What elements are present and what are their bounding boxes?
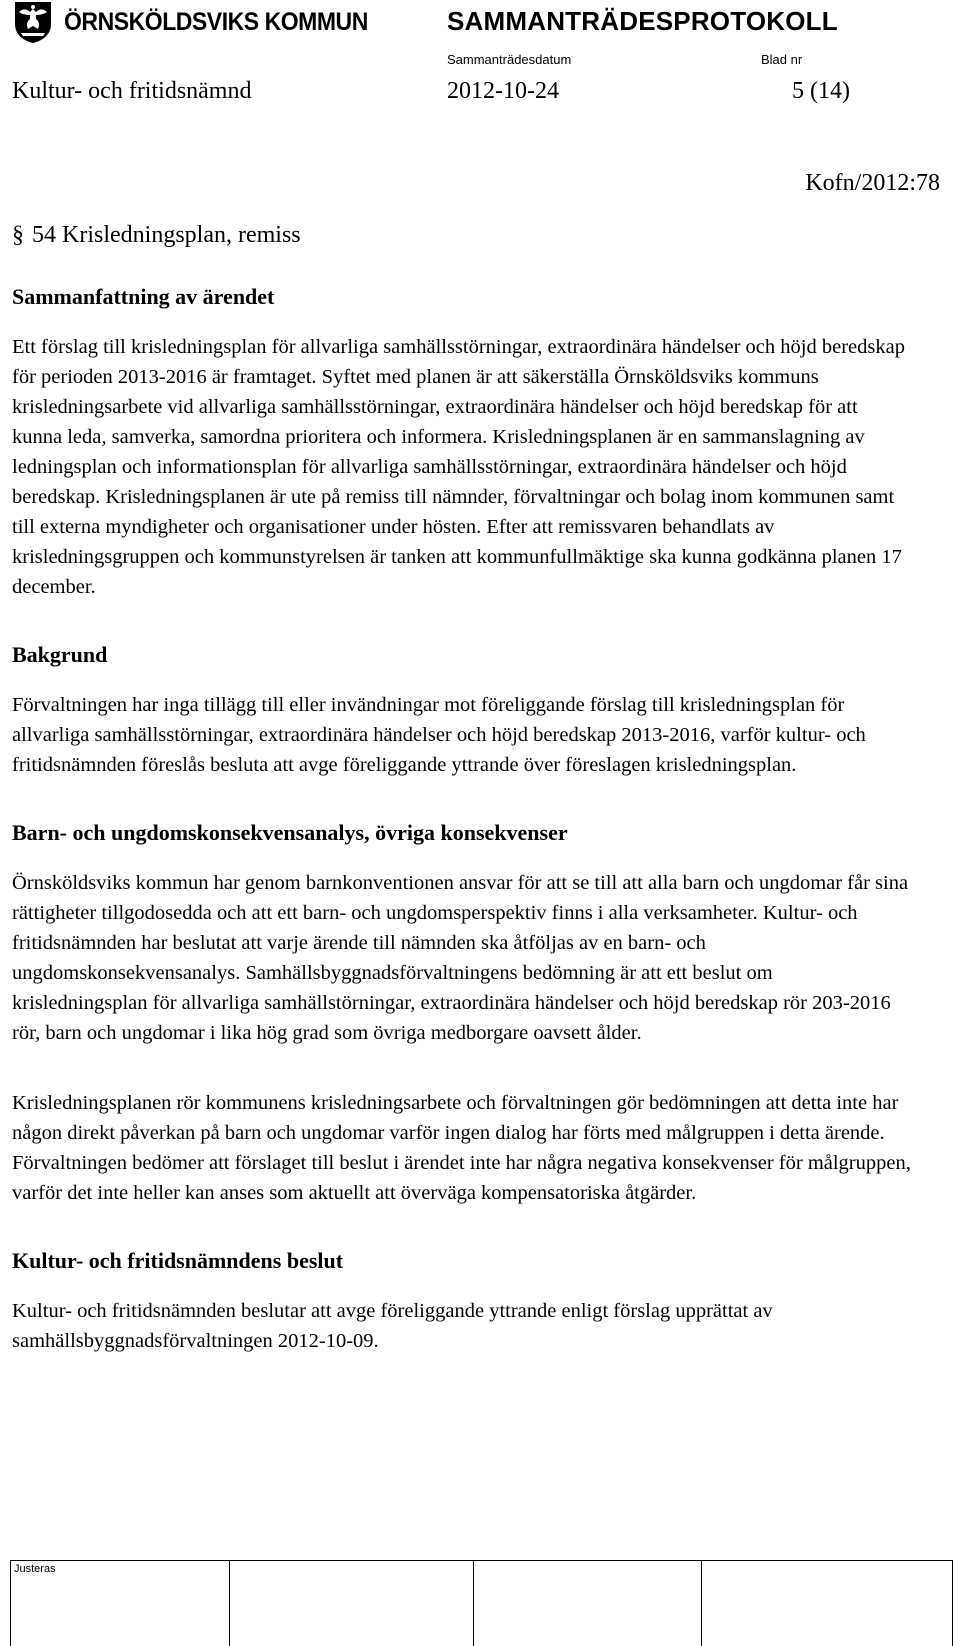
page-number: 5 (14) bbox=[792, 78, 850, 104]
page-label: Blad nr bbox=[761, 52, 803, 67]
paragraph-symbol: § bbox=[12, 222, 24, 248]
committee-name: Kultur- och fritidsnämnd bbox=[12, 78, 252, 104]
document-type: SAMMANTRÄDESPROTOKOLL bbox=[447, 6, 838, 36]
case-number: Kofn/2012:78 bbox=[805, 170, 940, 196]
section-summary bbox=[12, 284, 912, 602]
paragraph-title bbox=[12, 222, 912, 249]
justeras-label: Justeras bbox=[14, 1563, 56, 1575]
section-decision bbox=[12, 1248, 912, 1356]
municipality-logo bbox=[12, 0, 394, 44]
section-paragraph: Örnsköldsviks kommun har genom barnkonventionen ansvar för att se till att alla barn och ungdomar får sina rättigheter tillgodosedda och att ett barn- och ungdomsperspektiv finns i alla verksamheter. Kultur- och fritidsnämnden har beslutat att varje ärende till nämnden ska åtföljas av en barn- och ungdomskonsekvensanalys. Samhällsbyggnadsförvaltningens bedömning är att ett beslut om krisledningsplan för allvarliga samhällstörningar, extraordinära händelser och höjd beredskap rör 203-2016 rör, barn och ungdomar i lika hög grad som övriga medborgare oavsett ålder. bbox=[12, 872, 909, 1044]
section-paragraph: Krisledningsplanen rör kommunens krisledningsarbete och förvaltningen gör bedömningen att detta inte har någon direkt påverkan på barn och ungdomar varför ingen dialog har förts med målgruppen i detta ärende. Förvaltningen bedömer att förslaget till beslut i ärendet inte har några negativa konsekvenser för målgruppen, varför det inte heller kan anses som aktuellt att överväga kompensatoriska åtgärder. bbox=[12, 1092, 911, 1204]
date-label: Sammanträdesdatum bbox=[447, 52, 572, 67]
section-child-impact bbox=[12, 820, 912, 1208]
section-background bbox=[12, 642, 912, 780]
section-heading: Sammanfattning av ärendet bbox=[12, 284, 275, 309]
signature-table bbox=[10, 1561, 953, 1646]
meeting-date: 2012-10-24 bbox=[447, 78, 559, 104]
section-heading: Barn- och ungdomskonsekvensanalys, övriga konsekvenser bbox=[12, 820, 568, 845]
paragraph-title-text: 54 Krisledningsplan, remiss bbox=[32, 222, 301, 248]
signature-cell bbox=[474, 1561, 702, 1646]
section-heading: Bakgrund bbox=[12, 642, 108, 667]
document-body bbox=[12, 222, 912, 1396]
org-name: ÖRNSKÖLDSVIKS KOMMUN bbox=[64, 7, 368, 36]
signature-cell bbox=[230, 1561, 474, 1646]
signature-cell bbox=[702, 1561, 953, 1646]
signature-cell bbox=[11, 1561, 230, 1646]
justeras-box bbox=[10, 1560, 953, 1646]
section-paragraph: Kultur- och fritidsnämnden beslutar att avge föreliggande yttrande enligt förslag upprättat av samhällsbyggnadsförvaltningen 2012-10-09. bbox=[12, 1300, 773, 1352]
section-paragraph: Förvaltningen har inga tillägg till eller invändningar mot föreliggande förslag till krisledningsplan för allvarliga samhällsstörningar, extraordinära händelser och höjd beredskap 2013-2016, varför kultur- och fritidsnämnden föreslås besluta att avge föreliggande yttrande över föreslagen krisledningsplan. bbox=[12, 694, 866, 776]
section-paragraph: Ett förslag till krisledningsplan för allvarliga samhällsstörningar, extraordinära händelser och höjd beredskap för perioden 2013-2016 är framtaget. Syftet med planen är att säkerställa Örnsköldsviks kommuns krisledningsarbete vid allvarliga samhällsstörningar, extraordinära händelser och höjd beredskap för att kunna leda, samverka, samordna prioritera och informera. Krisledningsplanen är en sammanslagning av ledningsplan och informationsplan för allvarliga samhällsstörningar, extraordinära händelser och höjd beredskap. Krisledningsplanen är ute på remiss till nämnder, förvaltningar och bolag inom kommunen samt till externa myndigheter och organisationer under hösten. Efter att remissvaren behandlats av krisledningsgruppen och kommunstyrelsen är tanken att kommunfullmäktige ska kunna godkänna planen 17 december. bbox=[12, 336, 905, 598]
section-heading: Kultur- och fritidsnämndens beslut bbox=[12, 1248, 344, 1273]
coat-of-arms-icon bbox=[12, 0, 54, 44]
